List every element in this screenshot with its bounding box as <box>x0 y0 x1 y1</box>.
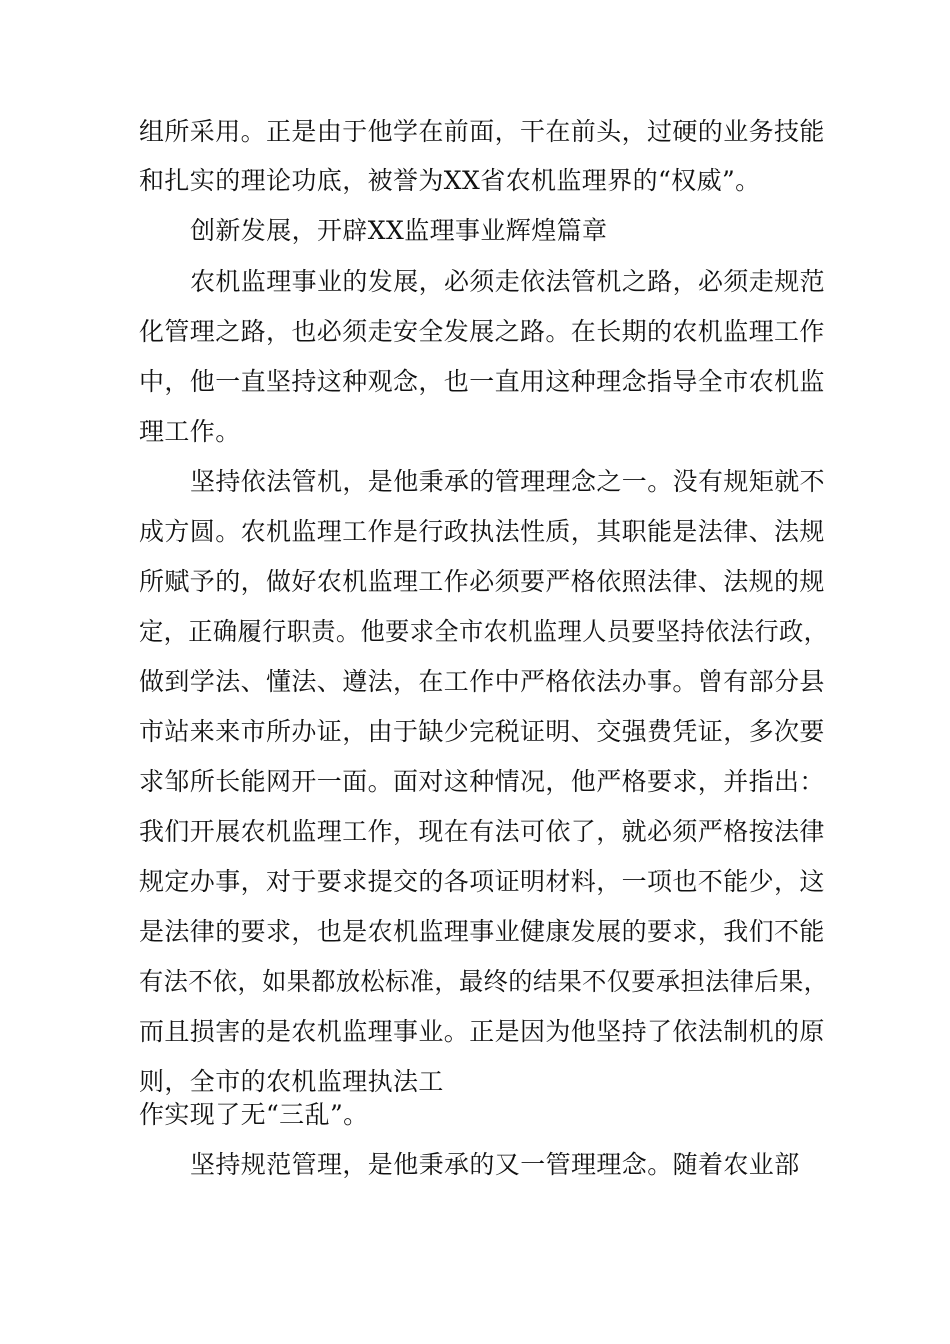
text-line-20: 则，全市的农机监理执法工 <box>139 1067 444 1096</box>
text-line-18: 有法不依，如果都放松标准，最终的结果不仅要承担法律后果， <box>139 967 829 996</box>
text-line-15: 我们开展农机监理工作，现在有法可依了，就必须严格按法律 <box>139 817 825 846</box>
text-line-14: 求邹所长能网开一面。面对这种情况，他严格要求，并指出： <box>139 767 825 796</box>
text-line-4: 农机监理事业的发展，必须走依法管机之路，必须走规范 <box>190 267 826 296</box>
text-line-19: 而且损害的是农机监理事业。正是因为他坚持了依法制机的原 <box>139 1017 825 1046</box>
text-line-13: 市站来来市所办证，由于缺少完税证明、交强费凭证，多次要 <box>139 717 825 746</box>
text-line-6: 中，他一直坚持这种观念，也一直用这种理念指导全市农机监 <box>139 367 825 396</box>
text-line-8: 坚持依法管机，是他秉承的管理理念之一。没有规矩就不 <box>190 467 826 496</box>
text-line-16: 规定办事，对于要求提交的各项证明材料，一项也不能少，这 <box>139 867 825 896</box>
text-line-9: 成方圆。农机监理工作是行政执法性质，其职能是法律、法规 <box>139 517 825 546</box>
text-line-7: 理工作。 <box>139 417 241 446</box>
text-line-17: 是法律的要求，也是农机监理事业健康发展的要求，我们不能 <box>139 917 825 946</box>
text-line-1: 组所采用。正是由于他学在前面，干在前头，过硬的业务技能 <box>139 117 825 146</box>
section-heading: 创新发展，开辟XX监理事业辉煌篇章 <box>190 216 608 245</box>
text-line-10: 所赋予的，做好农机监理工作必须要严格依照法律、法规的规 <box>139 567 825 596</box>
text-line-21: 作实现了无“三乱”。 <box>139 1100 369 1129</box>
text-line-2: 和扎实的理论功底，被誉为XX省农机监理界的“权威”。 <box>139 166 761 195</box>
text-line-11: 定，正确履行职责。他要求全市农机监理人员要坚持依法行政， <box>139 617 829 646</box>
text-line-22: 坚持规范管理，是他秉承的又一管理理念。随着农业部 <box>190 1150 800 1179</box>
text-line-12: 做到学法、懂法、遵法，在工作中严格依法办事。曾有部分县 <box>139 667 825 696</box>
text-line-5: 化管理之路，也必须走安全发展之路。在长期的农机监理工作 <box>139 317 825 346</box>
